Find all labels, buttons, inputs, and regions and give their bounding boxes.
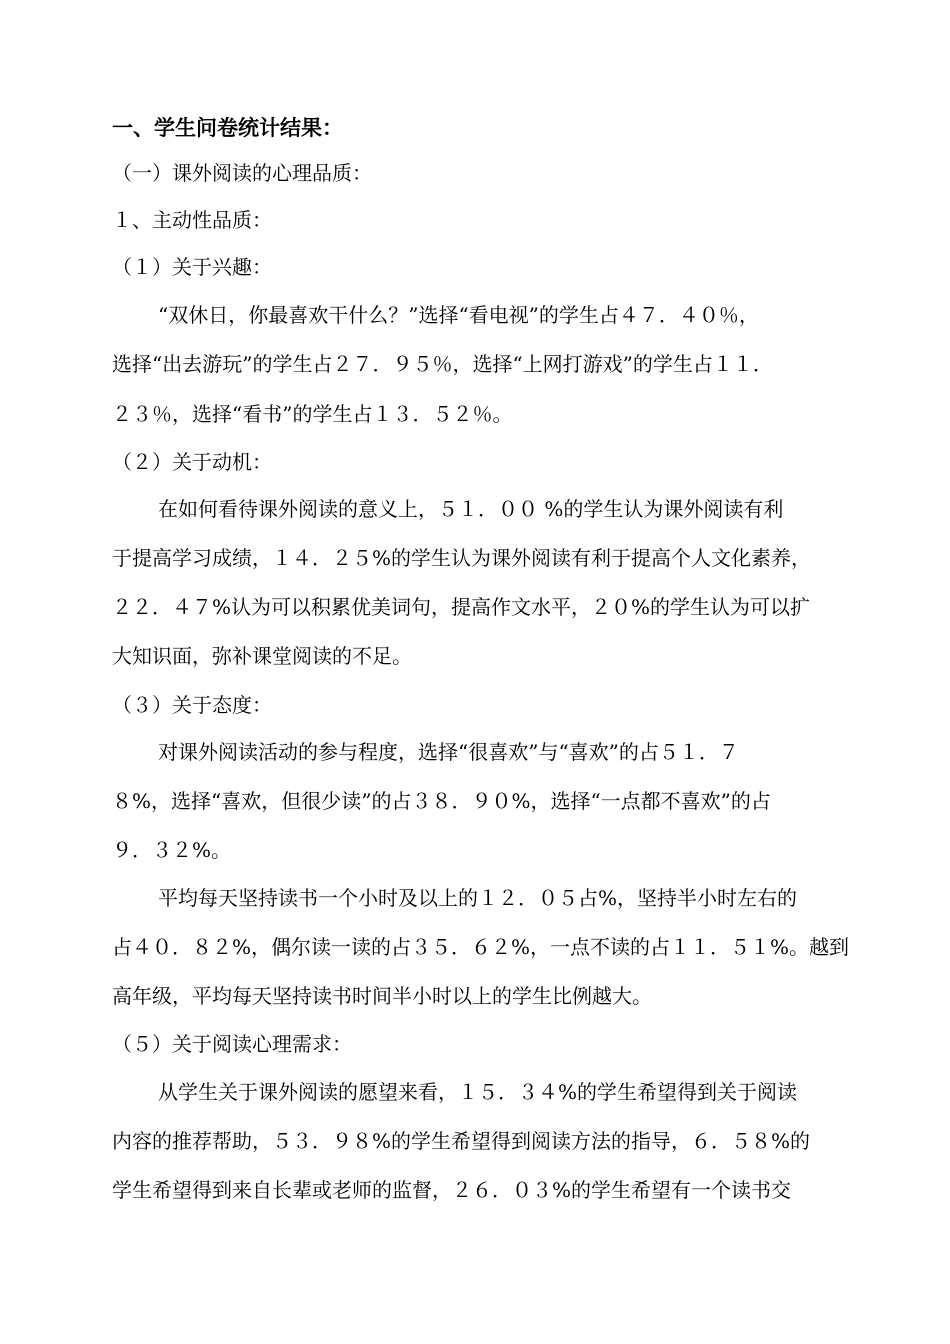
paragraph-line: 从学生关于课外阅读的愿望来看，１５．３４%的学生希望得到关于阅读: [158, 1080, 798, 1104]
paragraph-line: 学生希望得到来自长辈或老师的监督，２６．０３%的学生希望有一个读书交: [112, 1178, 792, 1202]
item-heading-attitude: （３）关于态度：: [112, 693, 272, 717]
paragraph-line: 内容的推荐帮助，５３．９８%的学生希望得到阅读方法的指导，６．５８%的: [112, 1129, 811, 1153]
paragraph-line: 选择“出去游玩”的学生占２７．９５％，选择“上网打游戏”的学生占１１．: [112, 352, 773, 376]
section-heading: （一）课外阅读的心理品质：: [112, 161, 372, 185]
paragraph-line: 高年级，平均每天坚持读书时间半小时以上的学生比例越大。: [112, 984, 652, 1008]
paragraph-line: ８%，选择“喜欢，但很少读”的占３８．９０%，选择“一点都不喜欢”的占: [112, 789, 771, 813]
item-heading-interest: （１）关于兴趣：: [112, 255, 272, 279]
subsection-heading: １、主动性品质：: [112, 208, 272, 232]
paragraph-line: “双休日，你最喜欢干什么？”选择“看电视”的学生占４７．４０％，: [158, 303, 759, 327]
paragraph-line: ９．３２%。: [112, 838, 232, 862]
paragraph-line: 于提高学习成绩，１４．２５%的学生认为课外阅读有利于提高个人文化素养，: [112, 546, 812, 570]
paragraph-line: ２３％，选择“看书”的学生占１３．５２％。: [112, 402, 513, 426]
paragraph-line: 对课外阅读活动的参与程度，选择“很喜欢”与“喜欢”的占５１．７: [158, 740, 739, 764]
paragraph-line: ２２．４７%认为可以积累优美词句，提高作文水平，２０%的学生认为可以扩: [112, 595, 811, 619]
paragraph-line: 在如何看待课外阅读的意义上，５１．００ %的学生认为课外阅读有利: [158, 497, 784, 521]
paragraph-line: 大知识面，弥补课堂阅读的不足。: [112, 644, 412, 668]
item-heading-motivation: （２）关于动机：: [112, 450, 272, 474]
item-heading-needs: （５）关于阅读心理需求：: [112, 1032, 352, 1056]
paragraph-line: 平均每天坚持读书一个小时及以上的１２．０５占%，坚持半小时左右的: [158, 886, 798, 910]
paragraph-line: 占４０．８２%，偶尔读一读的占３５．６２%，一点不读的占１１．５１%。越到: [112, 935, 850, 959]
document-title: 一、学生问卷统计结果：: [112, 115, 343, 140]
